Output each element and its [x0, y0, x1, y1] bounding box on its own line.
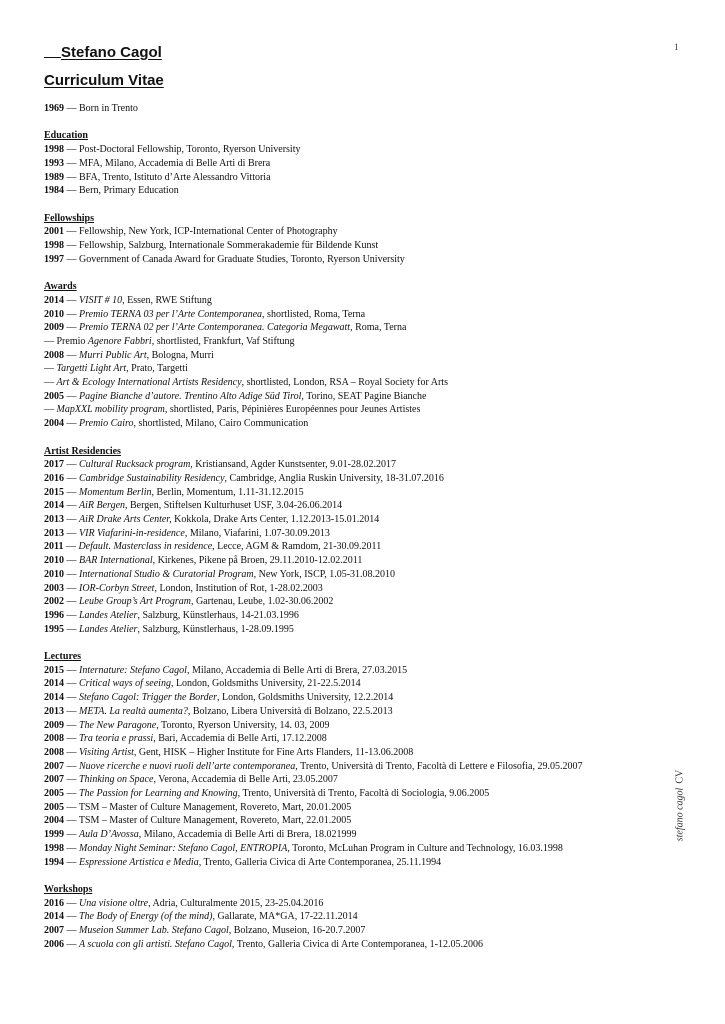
list-item — [44, 321, 674, 335]
entry-title: IOR-Corbyn Street — [79, 582, 155, 594]
list-item — [44, 458, 674, 472]
section-workshops — [44, 883, 674, 952]
entry-year: 2014 — [44, 500, 64, 512]
entry-text: — — [64, 555, 79, 567]
section-title: Education — [44, 130, 88, 142]
entry-text: , Kristiansand, Agder Kunstsenter, 9.01-28.02.2017 — [190, 459, 396, 471]
entry-text: , Gallarate, MA*GA, 17-22.11.2014 — [212, 911, 358, 923]
entry-text: , shortlisted, Roma, Terna — [262, 308, 366, 320]
entry-text: , Lecce, AGM & Ramdom, 21-30.09.2011 — [212, 541, 382, 553]
entry-text: , Salzburg, Künstlerhaus, 1-28.09.1995 — [137, 623, 294, 635]
entry-title: Premio TERNA 03 per l’Arte Contemporanea — [79, 308, 263, 320]
entry-year: 2006 — [44, 938, 64, 950]
list-item — [44, 677, 674, 691]
entry-title: The New Paragone — [79, 719, 157, 731]
document-title: Curriculum Vitae — [44, 72, 164, 89]
entry-year: 2004 — [44, 418, 64, 430]
list-item — [44, 856, 674, 870]
section-title: Fellowships — [44, 212, 95, 224]
entry-year: 1993 — [44, 157, 64, 169]
list-item — [44, 239, 674, 253]
entry-text: — — [64, 418, 79, 430]
list-item — [44, 568, 674, 582]
entry-text: — Post-Doctoral Fellowship, Toronto, Ryerson University — [64, 144, 301, 156]
entry-text: , Gartenau, Leube, 1.02-30.06.2002 — [190, 596, 334, 608]
entry-title: Agenore Fabbri — [87, 335, 152, 347]
entry-title: Aula D’Avossa — [79, 829, 139, 841]
list-item — [44, 513, 674, 527]
entry-title: A scuola con gli artisti. Stefano Cagol — [79, 938, 232, 950]
entry-year: 1989 — [44, 171, 64, 183]
entry-year: 2014 — [44, 294, 64, 306]
list-item — [44, 664, 674, 678]
entry-title: BAR International — [79, 555, 153, 567]
entry-text: — Fellowship, Salzburg, Internationale Sommerakademie für Bildende Kunst — [64, 240, 379, 251]
entry-text: — — [64, 829, 79, 841]
entry-title: Visiting Artist — [79, 746, 134, 758]
list-item — [44, 527, 674, 541]
entry-title: The Passion for Learning and Knowing — [79, 788, 238, 800]
entry-year: 2015 — [44, 664, 64, 676]
entry-text: , London, Institution of Rot, 1-28.02.2003 — [154, 582, 323, 594]
entry-title: Stefano Cagol: Trigger the Border — [79, 692, 217, 704]
author-name: Stefano Cagol — [61, 44, 162, 61]
entry-year: 1994 — [44, 856, 64, 868]
entry-year: 2008 — [44, 349, 64, 361]
entry-title: Landes Atelier — [79, 609, 138, 621]
list-item — [44, 705, 674, 719]
entry-text: Kokkola, Drake Arts Center, 1.12.2013-15.01.2014 — [171, 514, 380, 526]
entry-year: 2016 — [44, 472, 64, 484]
entry-text: , shortlisted, Paris, Pépinières Européennes pour Jeunes Artistes — [164, 404, 421, 416]
entry-text: , Roma, Terna — [350, 322, 407, 334]
entry-text: , Gent, HISK – Higher Institute for Fine Arts Flanders, 11-13.06.2008 — [133, 746, 414, 758]
list-item — [44, 732, 674, 746]
birth-line — [44, 102, 674, 116]
entry-title: Premio Cairo — [79, 418, 134, 430]
entry-text: — — [64, 582, 79, 594]
entry-text: — — [64, 322, 79, 334]
entry-text: — — [64, 746, 79, 758]
side-label-name: stefano cagol — [674, 787, 686, 842]
entry-text: — BFA, Trento, Istituto d’Arte Alessandro Vittoria — [64, 171, 271, 183]
entry-title: Murri Public Art — [79, 349, 147, 361]
entry-text: — — [64, 294, 79, 306]
list-item — [44, 595, 674, 609]
list-item — [44, 691, 674, 705]
entry-title: International Studio & Curatorial Program — [79, 568, 254, 580]
entry-text: , Cambridge, Anglia Ruskin University, 18-31.07.2016 — [224, 472, 444, 484]
entry-title: Thinking on Space — [79, 774, 154, 786]
entry-text: , Bari, Accademia di Belle Arti, 17.12.2008 — [153, 733, 327, 745]
entry-title: Pagine Bianche d’autore. Trentino Alto Adige Süd Tirol — [79, 390, 302, 402]
entry-year: 2013 — [44, 705, 64, 717]
side-label-cv: CV — [674, 769, 686, 784]
entry-year: 1969 — [44, 103, 64, 114]
entry-text: — TSM – Master of Culture Management, Rovereto, Mart, 22.01.2005 — [64, 815, 352, 827]
list-item — [44, 897, 674, 911]
list-item — [44, 787, 674, 801]
list-item — [44, 403, 674, 417]
entry-text: — — [64, 788, 79, 800]
entry-year: 2015 — [44, 486, 64, 498]
entry-title: Premio TERNA 02 per l’Arte Contemporanea. Categoria Megawatt — [79, 322, 351, 334]
entry-title: Una visione oltre — [79, 897, 149, 909]
entry-text: , Trento, Università di Trento, Facoltà di Lettere e Filosofia, 29.05.2007 — [295, 760, 583, 772]
entry-title: MapXXL mobility program — [56, 404, 165, 416]
entry-text: , Adria, Culturalmente 2015, 23-25.04.2016 — [148, 897, 324, 909]
entry-title: AiR Drake Arts Center, — [79, 514, 172, 526]
entry-text: — — [64, 760, 79, 772]
section-fellowships — [44, 212, 674, 267]
entry-text: — — [64, 486, 79, 498]
entry-text: , shortlisted, Frankfurt, Vaf Stiftung — [151, 335, 295, 347]
entry-text: , Toronto, McLuhan Program in Culture and Technology, 16.03.1998 — [287, 842, 563, 854]
entry-text: , London, Goldsmiths University, 12.2.2014 — [216, 692, 394, 704]
entry-text: , New York, ISCP, 1.05-31.08.2010 — [253, 568, 396, 580]
entry-year: 1997 — [44, 253, 64, 265]
list-item — [44, 746, 674, 760]
entry-text: , Torino, SEAT Pagine Bianche — [301, 390, 427, 402]
list-item — [44, 924, 674, 938]
entry-year: 2017 — [44, 459, 64, 471]
entry-text: — — [64, 459, 79, 471]
entry-text: — — [44, 363, 57, 375]
entry-year: 2008 — [44, 733, 64, 745]
entry-text: — — [64, 705, 79, 717]
entry-text: — — [64, 925, 79, 937]
entry-year: 1995 — [44, 623, 64, 635]
entry-text: , Trento, Galleria Civica di Arte Contemporanea, 1-12.05.2006 — [231, 938, 483, 950]
entry-title: Tra teoria e prassi — [79, 733, 154, 745]
list-item — [44, 554, 674, 568]
list-item — [44, 719, 674, 733]
entry-text: — — [64, 623, 79, 635]
section-awards — [44, 280, 674, 431]
entry-title: Targetti Light Art — [56, 363, 127, 375]
entry-text: — — [63, 541, 79, 553]
entry-year: 2007 — [44, 760, 64, 772]
entry-year: 2010 — [44, 308, 64, 320]
list-item — [44, 814, 674, 828]
entry-text: — — [44, 404, 57, 416]
entry-text: , Salzburg, Künstlerhaus, 14-21.03.1996 — [137, 609, 299, 621]
entry-title: AiR Bergen — [79, 500, 126, 512]
entry-text: — — [64, 911, 79, 923]
entry-title: Momentum Berlin — [79, 486, 152, 498]
section-artist-residencies — [44, 445, 674, 637]
entry-text: , shortlisted, London, RSA – Royal Society for Arts — [241, 377, 448, 389]
entry-year: 2010 — [44, 568, 64, 580]
entry-year: 2014 — [44, 678, 64, 690]
entry-year: 1996 — [44, 609, 64, 621]
list-item — [44, 376, 674, 390]
entry-year: 2005 — [44, 788, 64, 800]
entry-text: , London, Goldsmiths University, 21-22.5.2014 — [170, 678, 361, 690]
entry-text: — Premio — [44, 335, 88, 347]
entry-text: — — [64, 500, 79, 512]
entry-year: 2003 — [44, 582, 64, 594]
entry-title: Internature: Stefano Cagol — [79, 664, 187, 676]
list-item — [44, 143, 674, 157]
list-item — [44, 308, 674, 322]
entry-text: — — [64, 609, 79, 621]
entry-text: — — [64, 308, 79, 320]
entry-text: — — [64, 527, 79, 539]
entry-text: — Born in Trento — [64, 103, 138, 114]
entry-text: , Kirkenes, Pikene på Broen, 29.11.2010-12.02.2011 — [152, 555, 363, 567]
list-item — [44, 773, 674, 787]
header-rule — [44, 57, 61, 58]
entry-text: , Trento, Università di Trento, Facoltà di Sociologia, 9.06.2005 — [237, 788, 490, 800]
list-item — [44, 609, 674, 623]
list-item — [44, 225, 674, 239]
entry-text: — — [64, 568, 79, 580]
section-title: Artist Residencies — [44, 445, 121, 457]
entry-title: Monday Night Seminar: Stefano Cagol, ENTROPIA — [79, 842, 288, 854]
entry-text: — — [64, 390, 79, 402]
entry-year: 1998 — [44, 842, 64, 854]
list-item — [44, 157, 674, 171]
list-item — [44, 938, 674, 952]
entry-year: 2009 — [44, 719, 64, 731]
list-item — [44, 171, 674, 185]
entry-text: , Bergen, Stiftelsen Kulturhuset USF, 3.04-26.06.2014 — [125, 500, 343, 512]
list-item — [44, 486, 674, 500]
entry-text: — Bern, Primary Education — [64, 185, 179, 197]
entry-text: — — [64, 664, 79, 676]
list-item — [44, 390, 674, 404]
entry-year: 2007 — [44, 774, 64, 786]
entry-title: Critical ways of seeing — [79, 678, 171, 690]
entry-text: , Bologna, Murri — [146, 349, 214, 361]
page-number: 1 — [674, 42, 679, 52]
entry-text: , Bolzano, Libera Università di Bolzano, 22.5.2013 — [187, 705, 393, 717]
list-item — [44, 623, 674, 637]
list-item — [44, 828, 674, 842]
entry-year: 2013 — [44, 527, 64, 539]
entry-text: — Government of Canada Award for Graduate Studies, Toronto, Ryerson University — [64, 253, 405, 265]
entry-year: 2014 — [44, 911, 64, 923]
entry-text: , Prato, Targetti — [126, 363, 188, 375]
entry-title: Cultural Rucksack program — [79, 459, 191, 471]
entry-title: The Body of Energy (of the mind) — [79, 911, 213, 923]
entry-text: — MFA, Milano, Accademia di Belle Arti di Brera — [64, 157, 271, 169]
section-title: Awards — [44, 281, 77, 293]
entry-text: , Essen, RWE Stiftung — [122, 294, 212, 306]
entry-year: 2016 — [44, 897, 64, 909]
entry-text: , shortlisted, Milano, Cairo Communication — [133, 418, 309, 430]
entry-text: , Toronto, Ryerson University, 14. 03, 2009 — [156, 719, 330, 731]
section-title: Lectures — [44, 651, 82, 663]
section-education — [44, 129, 674, 198]
entry-text: — — [64, 678, 79, 690]
entry-text: — — [64, 897, 79, 909]
entry-year: 2014 — [44, 692, 64, 704]
entry-title: Art & Ecology International Artists Residency — [56, 377, 242, 389]
entry-title: VISIT # 10 — [79, 294, 123, 306]
list-item — [44, 842, 674, 856]
entry-year: 2008 — [44, 746, 64, 758]
entry-text: , Bolzano, Museion, 16-20.7.2007 — [228, 925, 366, 937]
list-item — [44, 349, 674, 363]
entry-text: — — [64, 692, 79, 704]
entry-text: — — [64, 472, 79, 484]
list-item — [44, 910, 674, 924]
list-item — [44, 472, 674, 486]
list-item — [44, 184, 674, 198]
entry-text: , Milano, Viafarini, 1.07-30.09.2013 — [184, 527, 330, 539]
entry-text: , Berlin, Momentum, 1.11-31.12.2015 — [151, 486, 304, 498]
section-lectures — [44, 650, 674, 869]
entry-text: — TSM – Master of Culture Management, Rovereto, Mart, 20.01.2005 — [64, 801, 352, 813]
entry-text: — — [64, 596, 79, 608]
entry-year: 2013 — [44, 514, 64, 526]
entry-year: 2011 — [44, 541, 64, 553]
entry-text: — — [64, 856, 79, 868]
entry-title: VIR Viafarini-in-residence — [79, 527, 185, 539]
entry-year: 2004 — [44, 815, 64, 827]
entry-text: — — [64, 719, 79, 731]
entry-year: 2010 — [44, 555, 64, 567]
entry-text: — — [64, 774, 79, 786]
entry-year: 2009 — [44, 322, 64, 334]
list-item — [44, 294, 674, 308]
entry-text: — — [64, 514, 79, 526]
entry-text: — Fellowship, New York, ICP-International Center of Photography — [64, 226, 338, 238]
entry-title: Landes Atelier — [79, 623, 138, 635]
list-item — [44, 335, 674, 349]
entry-title: Nuove ricerche e nuovi ruoli dell’arte contemporanea — [79, 760, 296, 772]
list-item — [44, 540, 674, 554]
list-item — [44, 582, 674, 596]
entry-year: 1998 — [44, 144, 64, 156]
entry-year: 1998 — [44, 240, 64, 251]
list-item — [44, 253, 674, 267]
entry-year: 1999 — [44, 829, 64, 841]
list-item — [44, 362, 674, 376]
entry-text: — — [44, 377, 57, 389]
entry-year: 2002 — [44, 596, 64, 608]
entry-year: 2005 — [44, 801, 64, 813]
entry-text: — — [64, 349, 79, 361]
entry-text: — — [64, 842, 79, 854]
entry-title: Espressione Artistica e Media, — [79, 856, 202, 868]
entry-title: Leube Group’s Art Program — [79, 596, 191, 608]
entry-year: 1984 — [44, 185, 64, 197]
entry-title: Cambridge Sustainability Residency — [79, 472, 225, 484]
side-label — [675, 766, 686, 846]
cv-body — [44, 102, 674, 952]
entry-title: Default. Masterclass in residence — [78, 541, 213, 553]
list-item — [44, 499, 674, 513]
list-item — [44, 801, 674, 815]
entry-text: — — [64, 733, 79, 745]
entry-text: , Milano, Accademia di Belle Arti di Brera, 18.021999 — [138, 829, 357, 841]
entry-year: 2007 — [44, 925, 64, 937]
entry-text: , Milano, Accademia di Belle Arti di Brera, 27.03.2015 — [186, 664, 408, 676]
section-title: Workshops — [44, 883, 93, 895]
entry-text: — — [64, 938, 79, 950]
entry-text: , Verona, Accademia di Belle Arti, 23.05.2007 — [153, 774, 338, 786]
entry-title: Museion Summer Lab. Stefano Cagol — [79, 925, 229, 937]
list-item — [44, 760, 674, 774]
entry-title: META. La realtà aumenta? — [79, 705, 188, 717]
entry-year: 2005 — [44, 390, 64, 402]
entry-text: Trento, Galleria Civica di Arte Contemporanea, 25.11.1994 — [201, 856, 442, 868]
list-item — [44, 417, 674, 431]
entry-year: 2001 — [44, 226, 64, 238]
